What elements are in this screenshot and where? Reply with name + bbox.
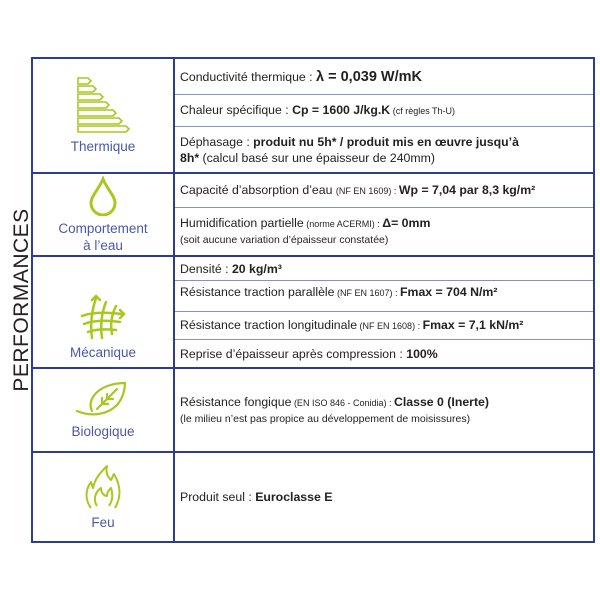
property-value: Fmax = 704 N/m² bbox=[400, 285, 498, 299]
property-value: Classe 0 (Inerte) bbox=[393, 394, 489, 409]
category-label: Thermique bbox=[70, 139, 136, 154]
category-feu bbox=[33, 453, 173, 541]
property-row bbox=[180, 127, 590, 172]
property-label: Reprise d’épaisseur après compression : bbox=[180, 346, 407, 361]
property-reference: (NF EN 1609) : bbox=[335, 186, 399, 196]
property-label: Résistance traction longitudinale bbox=[180, 318, 358, 332]
property-label: Résistance traction parallèle bbox=[180, 285, 335, 299]
category-thermique bbox=[33, 59, 173, 172]
property-row bbox=[180, 369, 590, 451]
property-value: λ = 0,039 W/mK bbox=[316, 68, 423, 85]
property-label: Conductivité thermique : bbox=[180, 69, 317, 84]
property-value: Wp = 7,04 par 8,3 kg/m² bbox=[398, 183, 536, 197]
property-label: Humidification partielle bbox=[180, 216, 304, 230]
leaf-icon bbox=[75, 381, 131, 419]
property-row bbox=[180, 281, 590, 311]
property-value: 8h* bbox=[180, 150, 200, 165]
property-row bbox=[180, 453, 590, 541]
water-drop-icon bbox=[87, 176, 119, 216]
property-note: (soit aucune variation d’épaisseur constatée) bbox=[180, 234, 389, 246]
property-label: Produit seul : bbox=[180, 490, 256, 504]
property-value: Δ= 0mm bbox=[382, 216, 431, 230]
property-label: Densité : bbox=[180, 261, 232, 276]
property-value: produit nu 5h* / produit mis en œuvre jusqu’à bbox=[253, 134, 519, 149]
category-label: à l’eau bbox=[83, 237, 123, 253]
category-mecanique bbox=[33, 257, 173, 367]
property-row bbox=[180, 174, 590, 207]
column-divider bbox=[173, 59, 175, 541]
property-row bbox=[180, 340, 590, 367]
performance-table bbox=[31, 57, 595, 543]
category-label: Comportement bbox=[58, 220, 148, 236]
property-reference: (NF EN 1607) : bbox=[334, 288, 401, 298]
property-row bbox=[180, 257, 590, 280]
property-value: 100% bbox=[406, 346, 438, 361]
category-label: Feu bbox=[91, 514, 115, 530]
energy-rating-icon bbox=[73, 76, 133, 134]
category-eau bbox=[33, 174, 173, 255]
property-label: Résistance fongique bbox=[180, 394, 292, 409]
property-reference: (NF EN 1608) : bbox=[357, 321, 423, 331]
property-label: Déphasage : bbox=[180, 134, 254, 149]
property-value: Fmax = 7,1 kN/m² bbox=[422, 318, 524, 332]
property-row bbox=[180, 312, 590, 339]
property-value: Euroclasse E bbox=[255, 490, 333, 504]
mesh-arrows-icon bbox=[78, 294, 128, 340]
property-row bbox=[180, 59, 590, 94]
section-title: PERFORMANCES bbox=[10, 208, 33, 392]
property-reference: (cf règles Th-U) bbox=[390, 106, 456, 116]
property-value: Cp = 1600 J/kg.K bbox=[292, 103, 391, 117]
property-label: Chaleur spécifique : bbox=[180, 103, 293, 117]
category-label: Biologique bbox=[71, 423, 135, 439]
property-note: (calcul basé sur une épaisseur de 240mm) bbox=[199, 150, 435, 165]
property-value: 20 kg/m³ bbox=[231, 261, 282, 276]
property-row bbox=[180, 95, 590, 126]
flame-icon bbox=[83, 464, 123, 510]
property-note: (le milieu n’est pas propice au développement de moisissures) bbox=[180, 412, 471, 425]
category-label: Mécanique bbox=[69, 345, 137, 360]
category-biologique bbox=[33, 369, 173, 451]
property-row bbox=[180, 208, 590, 255]
property-reference: (norme ACERMI) : bbox=[303, 219, 383, 229]
property-label: Capacité d’absorption d’eau bbox=[180, 183, 336, 197]
property-reference: (EN ISO 846 - Conidia) : bbox=[291, 397, 394, 408]
